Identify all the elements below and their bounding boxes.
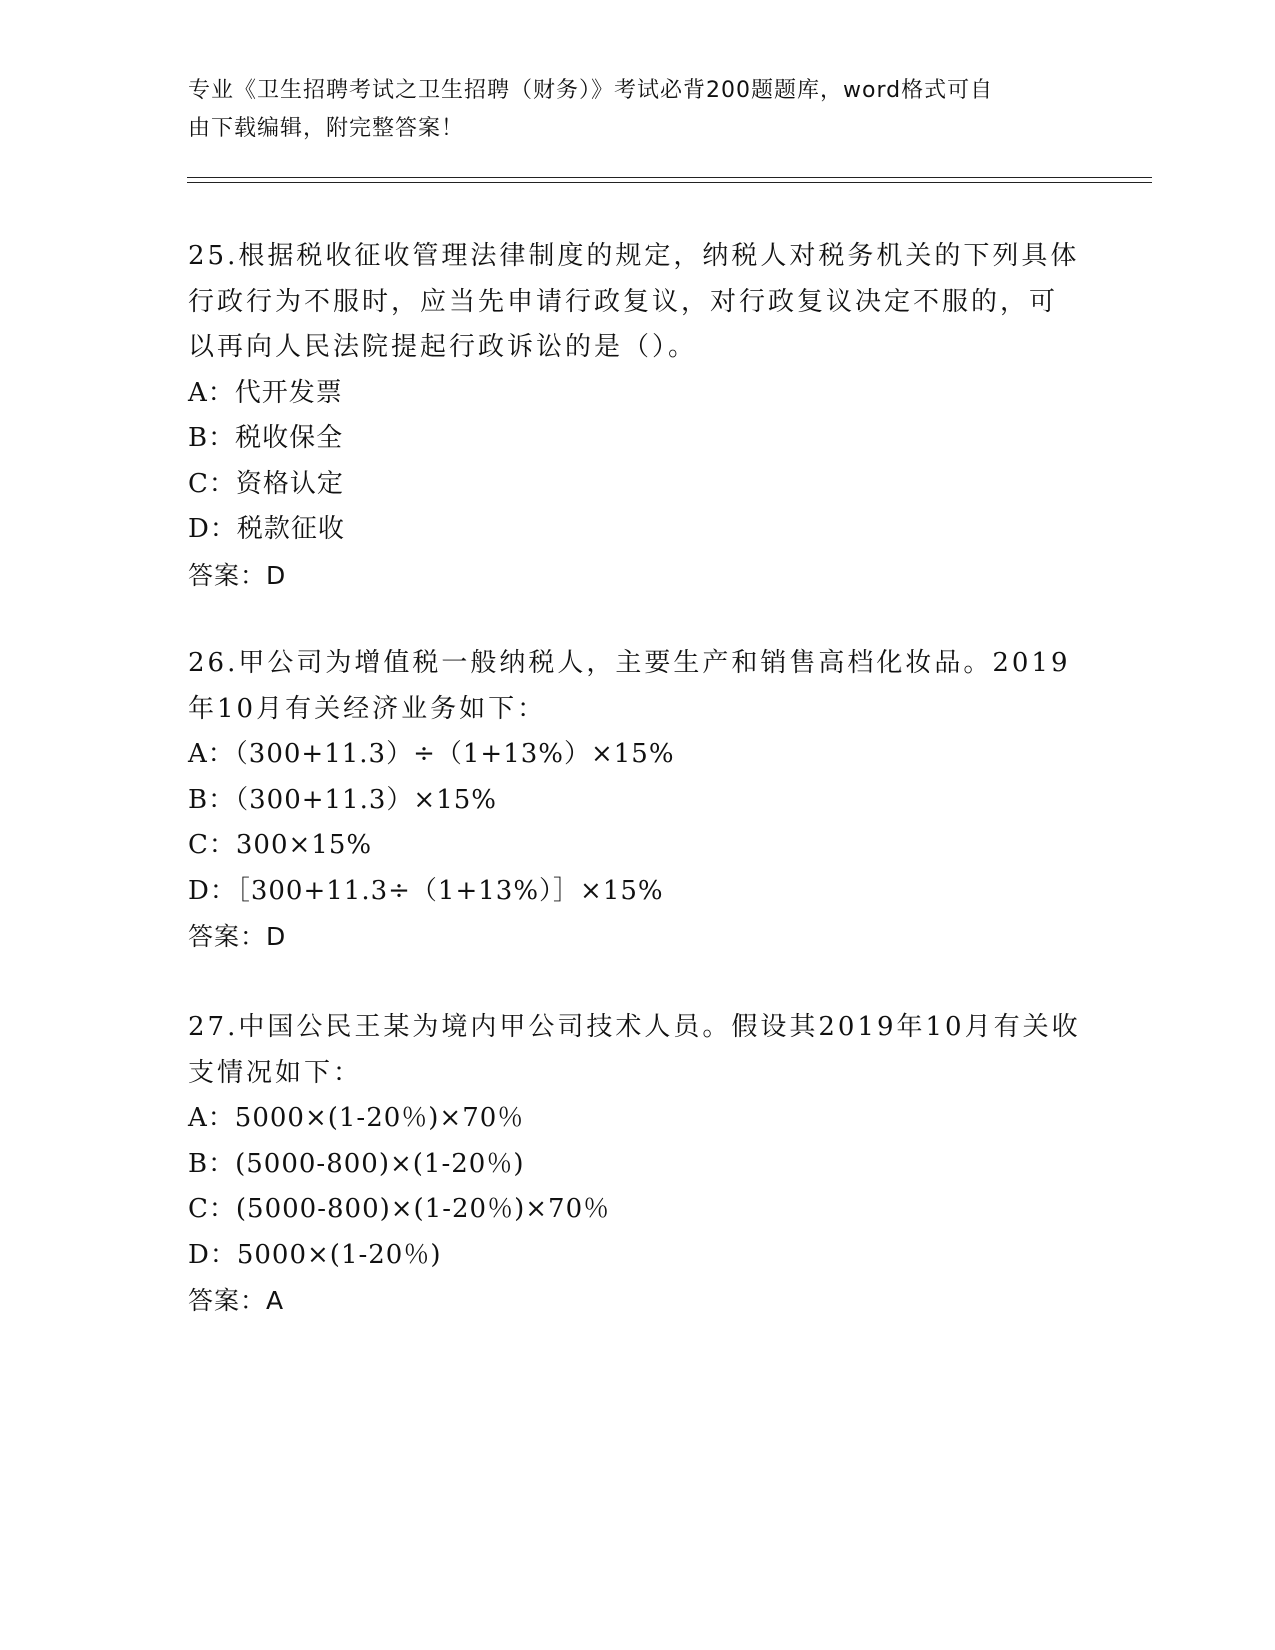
question-stem-line: 25.根据税收征收管理法律制度的规定，纳税人对税务机关的下列具体	[188, 241, 1080, 271]
header-divider-top	[187, 177, 1152, 178]
question-stem-line: 行政行为不服时，应当先申请行政复议，对行政复议决定不服的，可	[188, 286, 1059, 317]
question-stem-line: 支情况如下：	[188, 1057, 363, 1088]
option-a: A：（300+11.3）÷（1+13%）×15%	[188, 739, 675, 769]
option-d: D：5000×(1-20％)	[188, 1239, 442, 1270]
answer-line: 答案：D	[188, 560, 287, 590]
question-stem-line: 26.甲公司为增值税一般纳税人，主要生产和销售高档化妆品。2019	[188, 648, 1071, 678]
header-divider-bottom	[187, 182, 1152, 183]
header-line-1: 专业《卫生招聘考试之卫生招聘（财务）》考试必背200题题库，word格式可自	[188, 78, 994, 103]
option-c: C：300×15%	[188, 830, 373, 860]
option-a: A：5000×(1-20％)×70％	[188, 1103, 525, 1133]
option-b: B：(5000-800)×(1-20％)	[188, 1148, 525, 1179]
question-27	[188, 1005, 1088, 1324]
answer-line: 答案：A	[188, 1286, 285, 1315]
option-d: D：［300+11.3÷（1+13%）］×15%	[188, 875, 664, 906]
option-b: B：（300+11.3）×15%	[188, 784, 497, 815]
question-26	[188, 641, 1088, 960]
option-a: A：代开发票	[188, 377, 343, 408]
header-line-2: 由下载编辑，附完整答案！	[188, 116, 465, 141]
question-25	[188, 234, 1088, 598]
question-stem-line: 27.中国公民王某为境内甲公司技术人员。假设其2019年10月有关收	[188, 1012, 1081, 1042]
option-c: C：(5000-800)×(1-20％)×70％	[188, 1194, 611, 1224]
answer-line: 答案：D	[188, 922, 287, 951]
option-c: C：资格认定	[188, 468, 344, 499]
document-header	[188, 72, 1068, 148]
question-stem-line: 年10月有关经济业务如下：	[188, 693, 547, 724]
option-d: D：税款征收	[188, 514, 345, 544]
option-b: B：税收保全	[188, 423, 344, 453]
question-stem-line: 以再向人民法院提起行政诉讼的是（）。	[188, 332, 698, 362]
